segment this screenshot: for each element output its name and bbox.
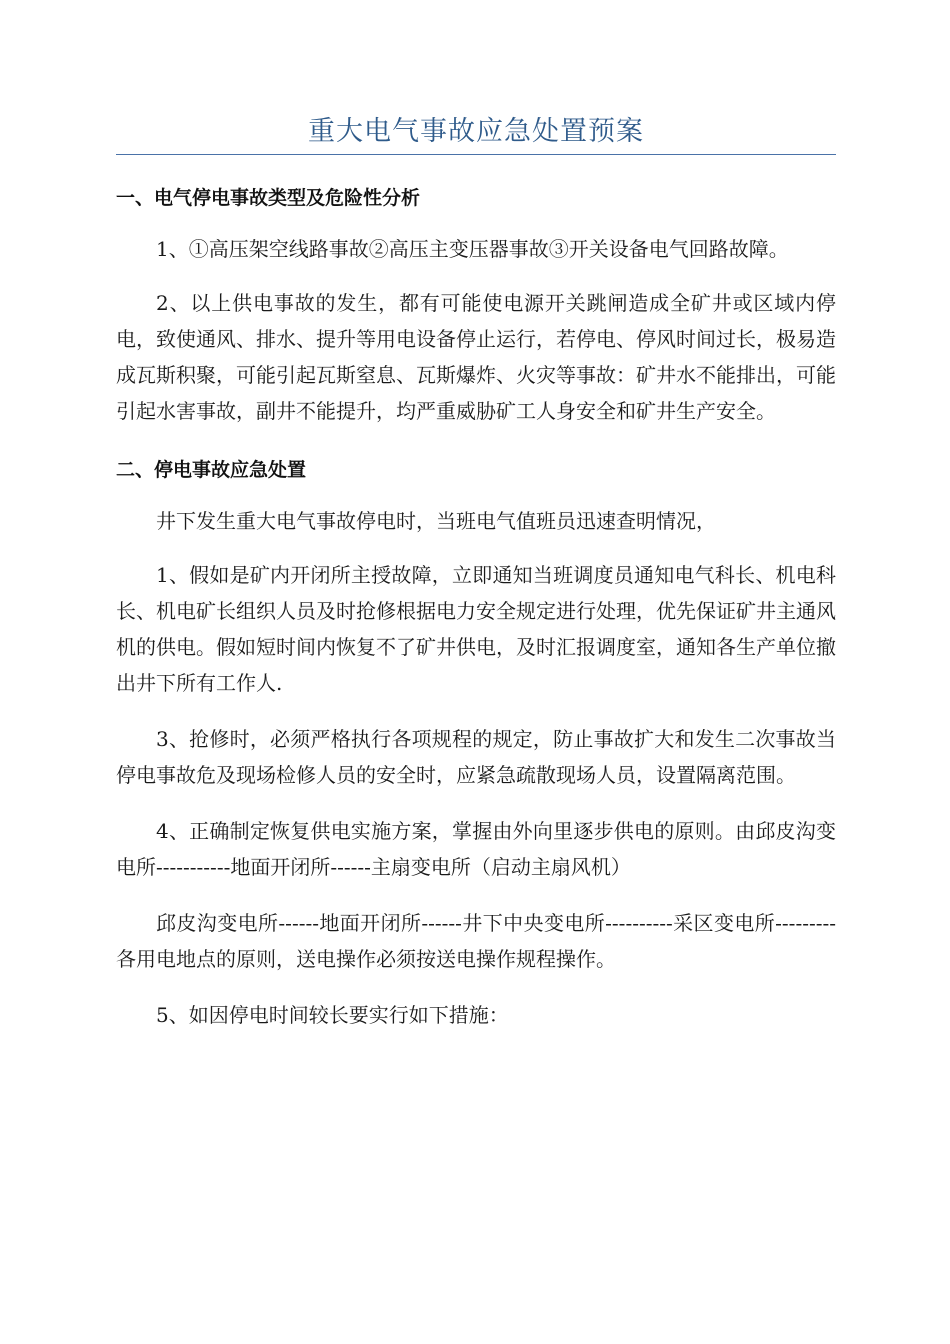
paragraph-step-1: 1、假如是矿内开闭所主授故障，立即通知当班调度员通知电气科长、机电科长、机电矿长组织人员及时抢修根据电力安全规定进行处理，优先保证矿井主通风机的供电。假如短时间内恢复不了矿井供电，及时汇报调度室，通知各生产单位撤出井下所有工作人.: [116, 563, 836, 695]
paragraph-step-4: 4、正确制定恢复供电实施方案，掌握由外向里逐步供电的原则。由邱皮沟变电所-----------地面开闭所------主扇变电所（启动主扇风机）: [116, 819, 836, 879]
section-heading-hazard-analysis: 一、电气停电事故类型及危险性分析: [116, 187, 421, 209]
document-page: [116, 0, 836, 1033]
document-title: 重大电气事故应急处置预案: [308, 116, 644, 147]
paragraph-hazard-consequences: 2、以上供电事故的发生，都有可能使电源开关跳闸造成全矿井或区域内停电，致使通风、排水、提升等用电设备停止运行，若停电、停风时间过长，极易造成瓦斯积聚，可能引起瓦斯窒息、瓦斯爆炸、火灾等事故：矿井水不能排出，可能引起水害事故，副井不能提升，均严重威胁矿工人身安全和矿井生产安全。: [116, 291, 836, 423]
paragraph-accident-types: 1、①高压架空线路事故②高压主变压器事故③开关设备电气回路故障。: [156, 237, 789, 261]
section-heading-emergency-response: 二、停电事故应急处置: [116, 459, 307, 481]
title-underline: [116, 154, 836, 155]
paragraph-power-sequence: 邱皮沟变电所------地面开闭所------井下中央变电所----------采区变电所---------各用电地点的原则，送电操作必须按送电操作规程操作。: [116, 911, 836, 971]
paragraph-step-3: 3、抢修时，必须严格执行各项规程的规定，防止事故扩大和发生二次事故当停电事故危及现场检修人员的安全时，应紧急疏散现场人员，设置隔离范围。: [116, 727, 836, 787]
paragraph-step-5: 5、如因停电时间较长要实行如下措施：: [156, 1003, 509, 1027]
paragraph-intro: 井下发生重大电气事故停电时，当班电气值班员迅速查明情况，: [156, 509, 716, 533]
